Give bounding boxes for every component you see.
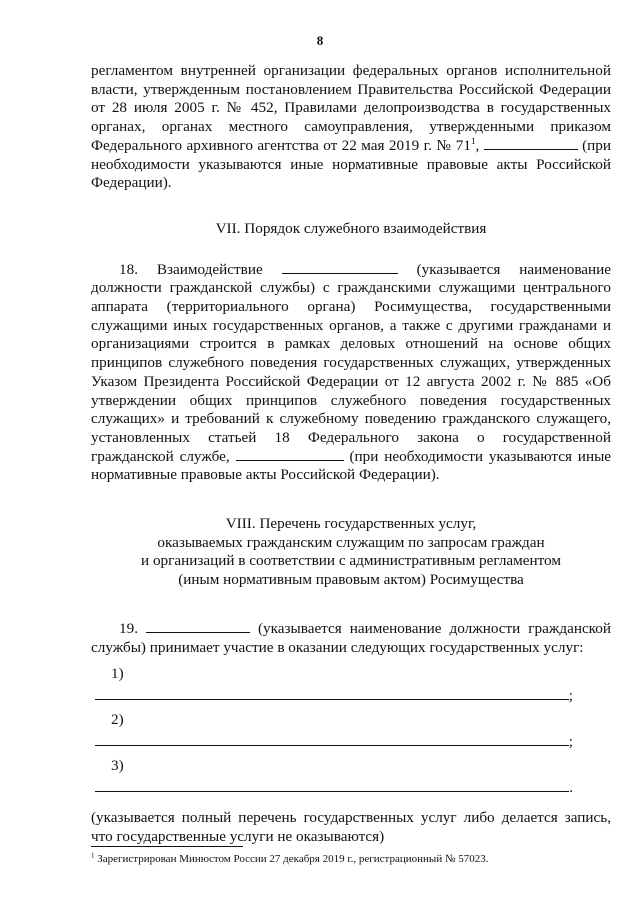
section-7-title: VII. Порядок служебного взаимодействия	[215, 219, 487, 237]
page-number: 8	[316, 33, 324, 48]
list-item: 1) ;	[91, 665, 611, 711]
intro-paragraph: регламентом внутренней организации федеральных органов исполнительной власти, утвержденным постановлением Правительства Российской Федерации от 28 июля 2005 г. № 452, Правилами делопроизводства в государственных органах, органах местного самоуправления, утвержденными приказом Федерального архивного агентства от 22 мая 2019 г. № $71^1$, (при необходимости указываются иные нормативные правовые акты Российской Федерации).	[91, 62, 611, 192]
paragraph-18: 18. Взаимодействие (указывается наименование должности гражданской службы) с гражданскими служащими центрального аппарата (территориального органа) Росимущества, государственными служащими иных государственных органов, а также с другими гражданами и организациями строится в рамках деловых отношений на основе общих принципов служебного поведения государственных служащих, утвержденных Указом Президента Российской Федерации от 12 августа 2002 г. № 885 «Об утверждении общих принципов служебного поведения государственных служащих» и требований к служебному поведению гражданского служащего, установленных статьей 18 Федерального закона о государственной гражданской службе, (при необходимости указываются иные нормативные правовые акты Российской Федерации).	[91, 260, 612, 484]
blank-line	[95, 745, 569, 746]
services-note: (указывается полный перечень государственных услуг либо делается запись, что государственные услуги не оказываются)	[91, 809, 611, 845]
footnote-mark: 1	[91, 851, 95, 860]
blank-field	[282, 261, 398, 274]
services-list	[91, 665, 611, 803]
list-item: 2) ;	[91, 711, 611, 757]
blank-line	[95, 791, 569, 792]
blank-field	[484, 137, 578, 150]
intro-tail: (при необходимости указываются иные нормативные правовые акты Российской Федерации).	[91, 136, 611, 192]
footnote-divider	[91, 846, 243, 847]
section-8-title: VIII. Перечень государственных услуг, оказываемых гражданским служащим по запросам граждан и организаций в соответствии с административным регламентом (иным нормативным правовым актом) Росимущества	[141, 515, 561, 589]
blank-field	[236, 448, 344, 461]
footnote-reference: 1	[471, 135, 476, 146]
footnote	[91, 852, 611, 866]
document-body	[91, 62, 611, 847]
blank-field	[146, 620, 250, 633]
footnote-text: Зарегистрирован Минюстом России 27 декабря 2019 г., регистрационный № 57023.	[97, 853, 489, 865]
paragraph-19: 19. (указывается наименование должности гражданской службы) принимает участие в оказании следующих государственных услуг:	[91, 619, 612, 656]
list-item: 3) .	[91, 757, 611, 803]
intro-text: регламентом внутренней организации федеральных органов исполнительной власти, утвержденным постановлением Правительства Российской Федерации от 28 июля 2005 г. № 452, Правилами делопроизводства в государственных органах, органах местного самоуправления, утвержденными приказом Федерального архивного агентства от 22 мая 2019 г. № 71	[91, 62, 611, 154]
blank-line	[95, 699, 569, 700]
